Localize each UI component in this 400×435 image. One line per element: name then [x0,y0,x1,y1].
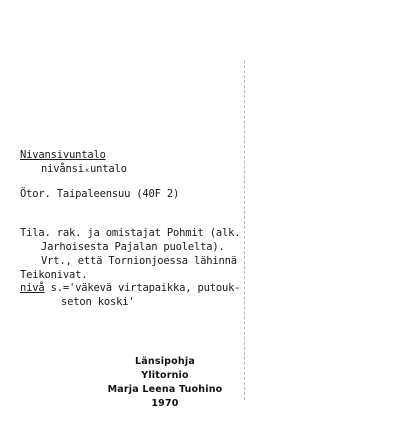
headword: Nivansivuntalo [20,149,106,161]
note-line-1: Tila. rak. ja omistajat Pohmit (alk. [20,227,241,239]
note-line-4: Teikonivat. [20,269,88,281]
stamp-collector: Marja Leena Tuohino [107,384,223,395]
meaning-word: nivå [20,282,45,294]
stamp-region: Länsipohja [135,356,195,367]
meaning-line-2: seton koski' [61,296,135,308]
note-line-3: Vrt., että Tornionjoessa lähinnä [41,255,237,267]
stamp-year: 1970 [151,398,179,409]
collector-stamp [90,355,240,411]
stamp-parish: Ylitornio [141,370,189,381]
card-divider [244,60,245,400]
place-reference: Ötor. Taipaleensuu (40F 2) [20,188,180,200]
note-line-2: Jarhoisesta Pajalan puolelta). [41,241,225,253]
meaning-line-1 [20,282,240,294]
meaning-text: s.='väkevä virtapaikka, putouk- [44,282,241,294]
normalized-form: nivånsiₓuntalo [41,163,127,175]
